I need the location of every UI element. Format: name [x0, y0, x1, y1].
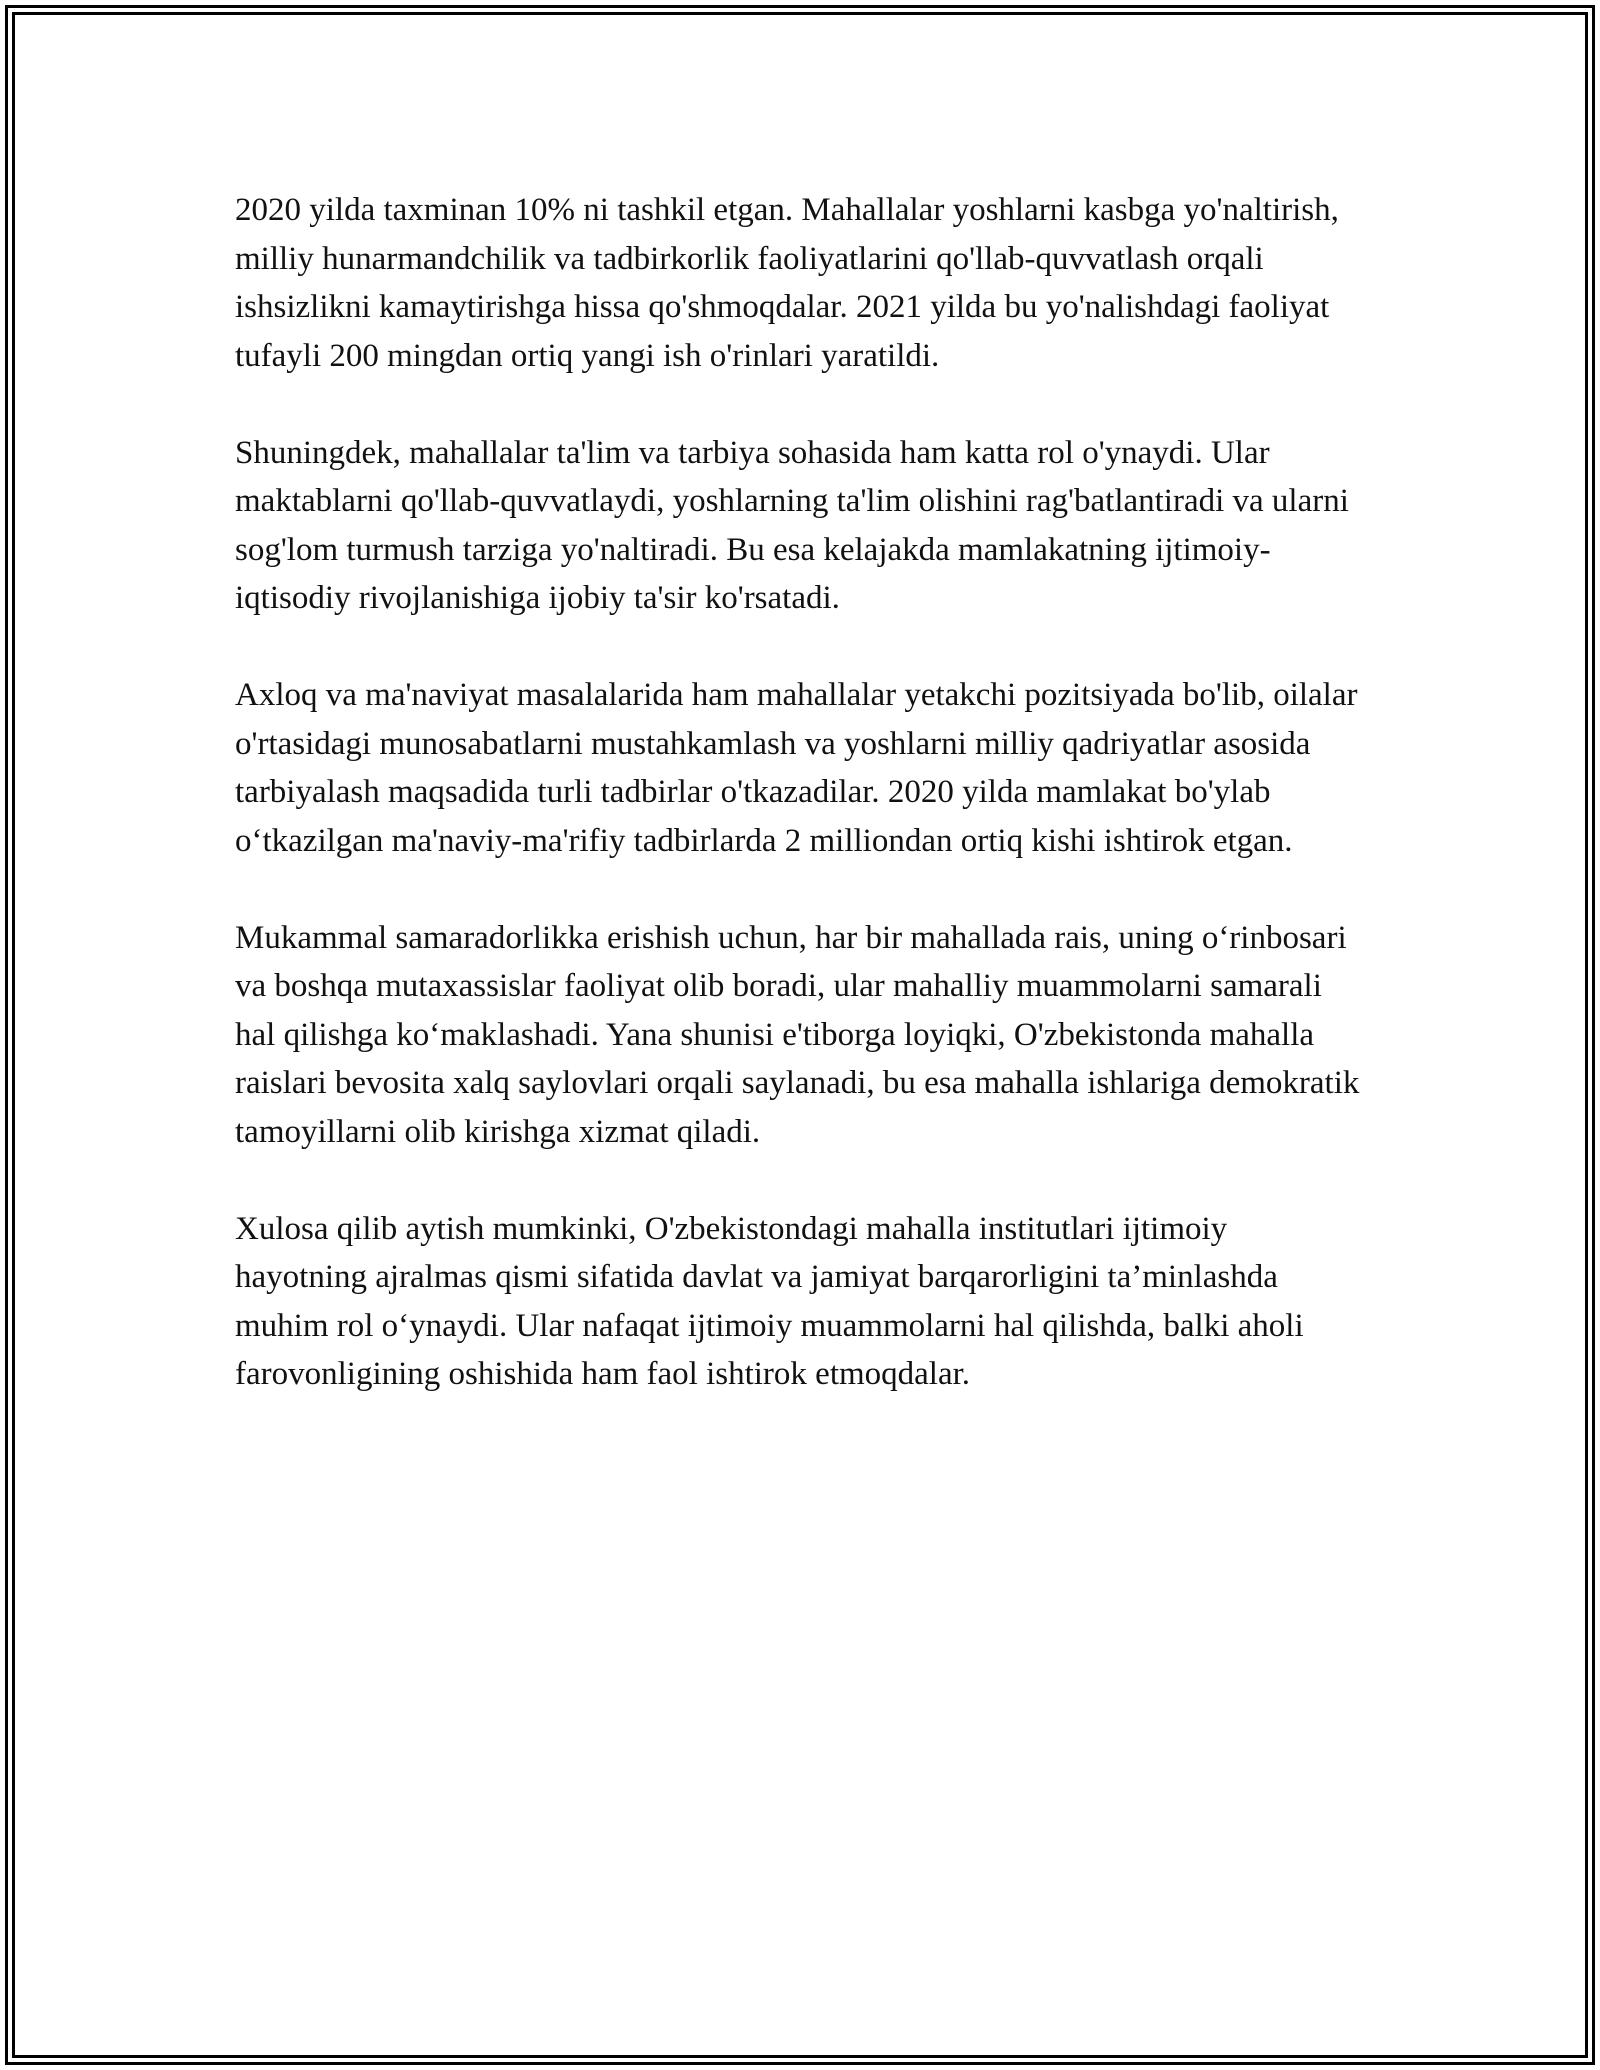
paragraph-efficiency: Mukammal samaradorlikka erishish uchun, har bir mahallada rais, uning o‘rinbosari va boshqa mutaxassislar faoliyat olib boradi, ular mahalliy muammolarni samarali hal qilishga ko‘maklashadi. Yana shunisi e'tiborga loyiqki, O'zbekistonda mahalla raislari bevosita xalq saylovlari orqali saylanadi, bu esa mahalla ishlariga demokratik tamoyillarni olib kirishga xizmat qiladi.: [235, 919, 1360, 1150]
document-body: [235, 186, 1365, 1399]
paragraph-employment: 2020 yilda taxminan 10% ni tashkil etgan. Mahallalar yoshlarni kasbga yo'naltirish, milliy hunarmandchilik va tadbirkorlik faoliyatlarini qo'llab-quvvatlash orqali ishsizlikni kamaytirishga hissa qo'shmoqdalar. 2021 yilda bu yo'nalishdagi faoliyat tufayli 200 mingdan ortiq yangi ish o'rinlari yaratildi.: [235, 192, 1339, 374]
paragraph-education: Shuningdek, mahallalar ta'lim va tarbiya sohasida ham katta rol o'ynaydi. Ular maktablarni qo'llab-quvvatlaydi, yoshlarning ta'lim olishini rag'batlantiradi va ularni sog'lom turmush tarziga yo'naltiradi. Bu esa kelajakda mamlakatning ijtimoiy-iqtisodiy rivojlanishiga ijobiy ta'sir ko'rsatadi.: [235, 434, 1349, 616]
paragraph-morality: Axloq va ma'naviyat masalalarida ham mahallalar yetakchi pozitsiyada bo'lib, oilalar o'rtasidagi munosabatlarni mustahkamlash va yoshlarni milliy qadriyatlar asosida tarbiyalash maqsadida turli tadbirlar o'tkazadilar. 2020 yilda mamlakat bo'ylab o‘tkazilgan ma'naviy-ma'rifiy tadbirlarda 2 milliondan ortiq kishi ishtirok etgan.: [235, 677, 1358, 859]
paragraph-conclusion: Xulosa qilib aytish mumkinki, O'zbekistondagi mahalla institutlari ijtimoiy hayotning ajralmas qismi sifatida davlat va jamiyat barqarorligini ta’minlashda muhim rol o‘ynaydi. Ular nafaqat ijtimoiy muammolarni hal qilishda, balki aholi farovonligining oshishida ham faol ishtirok etmoqdalar.: [235, 1210, 1304, 1392]
